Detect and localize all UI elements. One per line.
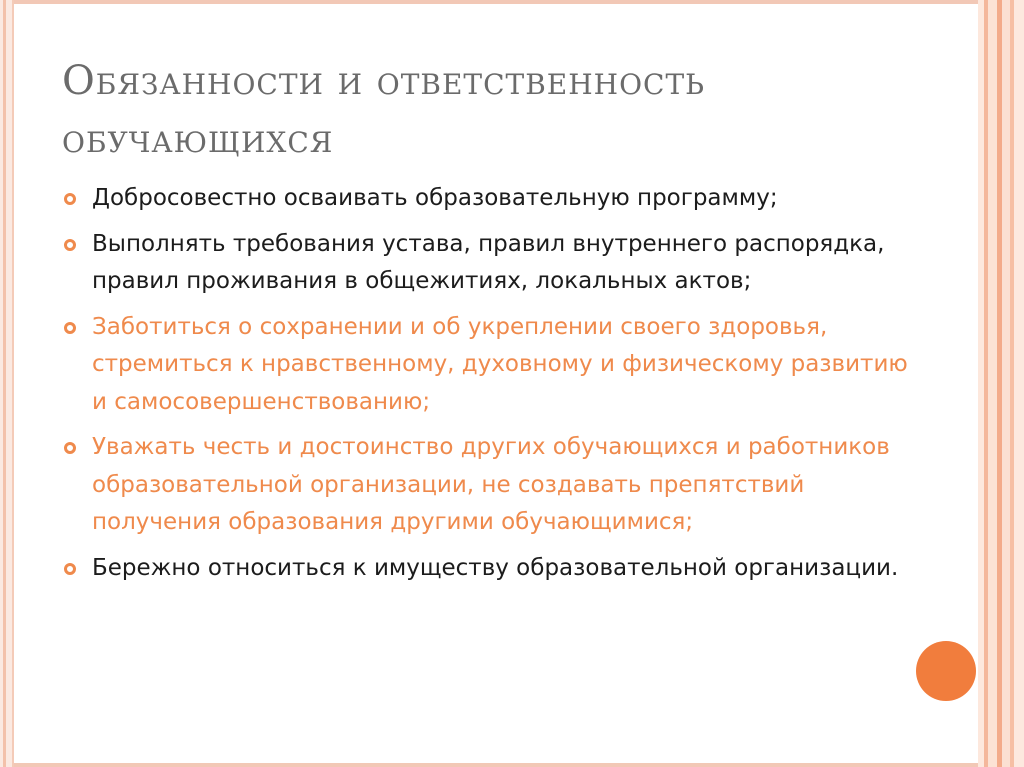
bullet-ring-icon	[64, 239, 76, 251]
bullet-ring-icon	[64, 442, 76, 454]
bullet-text: Заботиться о сохранении и об укреплении своего здоровья, стремиться к нравственному, духовному и физическому развитию и самосовершенствованию;	[92, 313, 908, 415]
bullet-item	[64, 309, 924, 422]
bullet-text: Бережно относиться к имуществу образовательной организации.	[92, 554, 899, 581]
bullet-text: Добросовестно осваивать образовательную программу;	[92, 185, 778, 211]
decorative-orange-circle	[916, 641, 976, 701]
bullet-item	[64, 429, 924, 542]
bullet-item	[64, 226, 924, 301]
left-border-line	[3, 0, 6, 767]
bullet-text: Уважать честь и достоинство других обучающихся и работников образовательной организации, не создавать препятствий получения образования другими обучающимися;	[92, 434, 890, 535]
left-border	[0, 0, 14, 767]
slide-title-line-1: Обязанности и ответственность	[62, 58, 705, 104]
slide-title-line-2: обучающихся	[62, 116, 334, 162]
bullet-ring-icon	[64, 322, 76, 334]
bullet-text: Выполнять требования устава, правил внутреннего распорядка, правил проживания в общежитиях, локальных актов;	[92, 230, 885, 294]
top-border	[0, 0, 1024, 4]
right-striped-border	[978, 0, 1024, 767]
bullet-ring-icon	[64, 193, 76, 205]
bullet-list	[64, 180, 924, 595]
bottom-border	[0, 763, 1024, 767]
bullet-item	[64, 180, 924, 218]
bullet-ring-icon	[64, 563, 76, 575]
bullet-item	[64, 550, 924, 588]
slide-title	[62, 52, 942, 168]
